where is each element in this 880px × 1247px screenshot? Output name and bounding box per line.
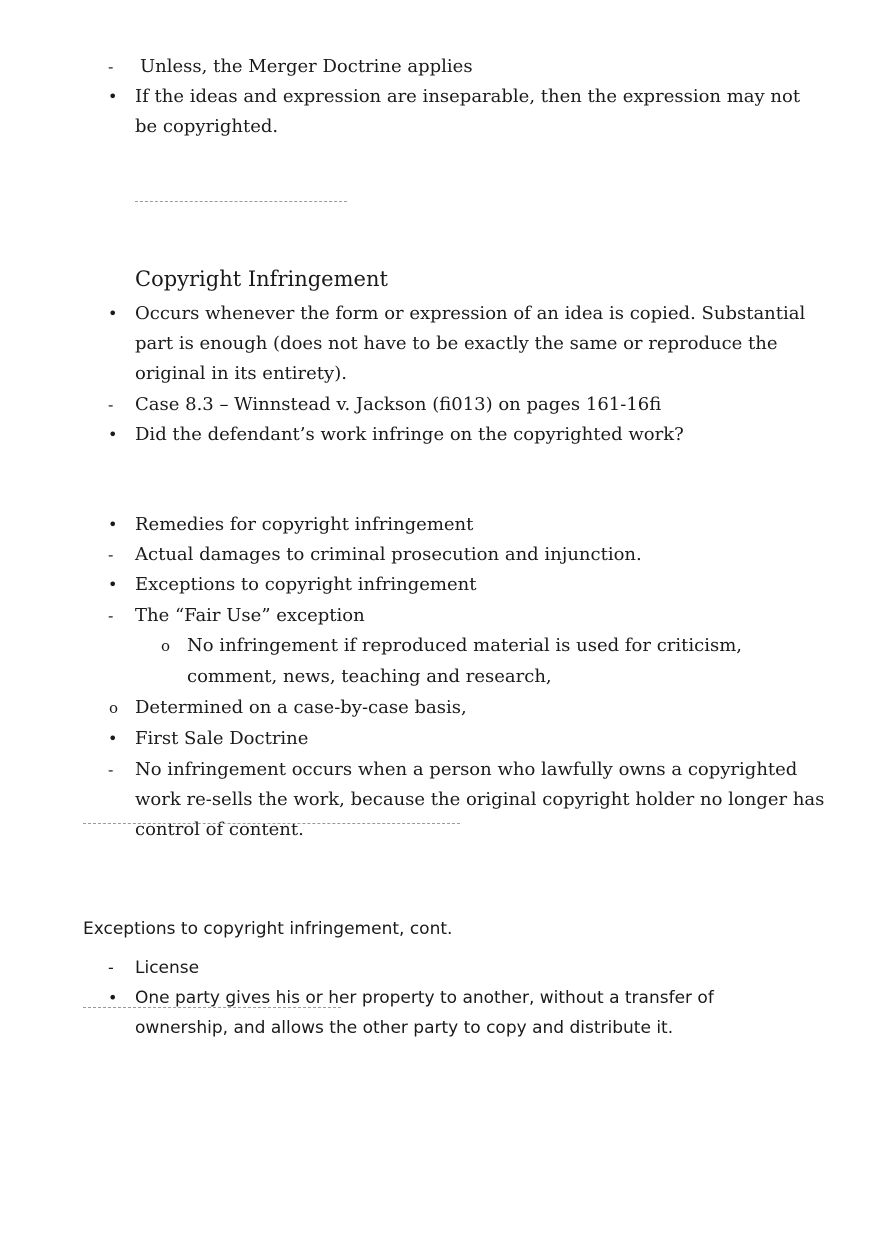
bullet-marker: • xyxy=(108,87,118,106)
first-sale-line-3: control of content. xyxy=(135,819,304,840)
section-divider xyxy=(83,1007,341,1008)
damages-item: Actual damages to criminal prosecution and injunction. xyxy=(135,544,642,565)
occurs-line-1: Occurs whenever the form or expression of an idea is copied. Substantial xyxy=(135,303,806,324)
license-line-1: One party gives his or her property to another, without a transfer of xyxy=(135,988,714,1008)
license-line-2: ownership, and allows the other party to copy and distribute it. xyxy=(135,1018,674,1038)
dash-marker: - xyxy=(108,958,114,977)
license-item: License xyxy=(135,958,200,978)
no-infringement-line-1: No infringement if reproduced material is used for criticism, xyxy=(187,635,742,656)
first-sale-item: First Sale Doctrine xyxy=(135,728,309,749)
dash-marker: - xyxy=(108,57,114,76)
dash-marker: - xyxy=(108,760,114,779)
case-by-case-item: Determined on a case-by-case basis, xyxy=(135,697,467,718)
circle-marker: o xyxy=(109,699,119,717)
bullet-marker: • xyxy=(108,304,118,323)
bullet-marker: • xyxy=(108,575,118,594)
section-divider xyxy=(83,823,460,824)
dash-marker: - xyxy=(108,545,114,564)
merger-detail-line-1: If the ideas and expression are inseparable, then the expression may not xyxy=(135,86,801,107)
question-item: Did the defendant’s work infringe on the copyrighted work? xyxy=(135,424,684,445)
no-infringement-line-2: comment, news, teaching and research, xyxy=(187,666,552,687)
section-heading-infringement: Copyright Infringement xyxy=(135,267,388,291)
exceptions-item: Exceptions to copyright infringement xyxy=(135,574,477,595)
bullet-marker: • xyxy=(108,425,118,444)
dash-marker: - xyxy=(108,395,114,414)
occurs-line-2: part is enough (does not have to be exactly the same or reproduce the xyxy=(135,333,778,354)
occurs-line-3: original in its entirety). xyxy=(135,363,347,384)
section-heading-exceptions-cont: Exceptions to copyright infringement, cont. xyxy=(83,919,453,939)
circle-marker: o xyxy=(161,637,171,655)
first-sale-line-2: work re-sells the work, because the original copyright holder no longer has xyxy=(135,789,825,810)
first-sale-line-1: No infringement occurs when a person who lawfully owns a copyrighted xyxy=(135,759,798,780)
case-reference: Case 8.3 – Winnstead v. Jackson (fi013) on pages 161-16fi xyxy=(135,394,662,415)
remedies-item: Remedies for copyright infringement xyxy=(135,514,474,535)
merger-detail-line-2: be copyrighted. xyxy=(135,116,279,137)
fair-use-item: The “Fair Use” exception xyxy=(135,605,365,626)
bullet-marker: • xyxy=(108,515,118,534)
merger-doctrine-item: Unless, the Merger Doctrine applies xyxy=(140,56,473,77)
bullet-marker: • xyxy=(108,729,118,748)
bullet-marker: • xyxy=(108,988,118,1007)
dash-marker: - xyxy=(108,606,114,625)
section-divider xyxy=(135,201,347,202)
